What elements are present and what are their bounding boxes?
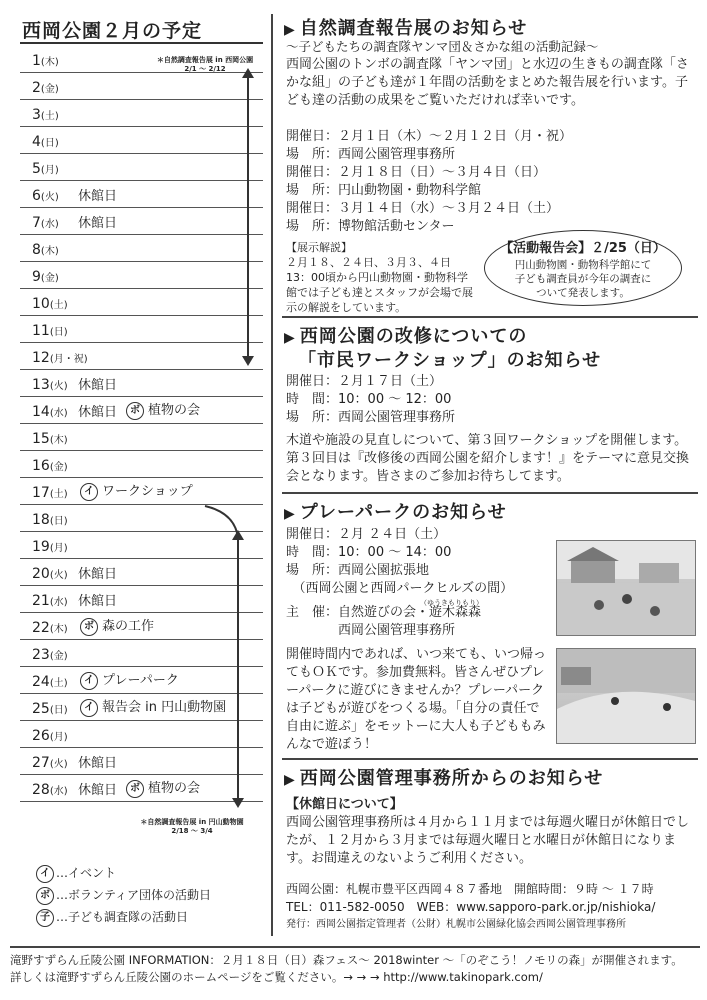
calendar-date: 21(水) (32, 593, 68, 609)
calendar-date: 24(土) (32, 674, 68, 690)
playpark-photo-1 (556, 540, 696, 636)
calendar-date: 15(木) (32, 431, 68, 447)
schedule-line: 開催日：２月１日（木）〜２月１２日（月・祝） (286, 129, 573, 144)
calendar-date: 19(月) (32, 539, 68, 555)
closed-day-label: 休館日 (78, 216, 118, 231)
sec4-body: 西岡公園管理事務所は４月から１１月までは毎週火曜日が休館日でしたが、１２月から３月までは毎週火曜日と水曜日が休館日になります。お間違えのないようご利用ください。 (286, 815, 690, 866)
closed-day-label: 休館日 (78, 756, 118, 771)
calendar-date: 9(金) (32, 269, 59, 285)
column-divider (271, 14, 273, 936)
calendar-row (20, 640, 263, 667)
calendar-date: 22(木) (32, 620, 68, 636)
calendar-row (20, 73, 263, 100)
calendar-row (20, 343, 263, 370)
legend-item: イ …イベント (34, 864, 116, 883)
schedule-line: 場 所：西岡公園管理事務所 (286, 410, 456, 425)
event-mark-icon: イ (80, 672, 98, 690)
calendar-row (20, 748, 263, 775)
calendar-date: 11(日) (32, 323, 68, 339)
schedule-line: 開催日：２月 ２４日（土） (286, 527, 447, 542)
sec4-title: ▶ 西岡公園管理事務所からのお知らせ (284, 768, 604, 789)
event-mark-icon: イ (80, 483, 98, 501)
calendar-date: 28(水) (32, 782, 68, 798)
calendar-date: 27(火) (32, 755, 68, 771)
schedule-line: 時 間：10：00 〜 14：00 (286, 545, 452, 560)
calendar-event: ボ 植物の会 (124, 777, 200, 798)
calendar-event: ボ 森の工作 (78, 615, 154, 636)
closed-day-label: 休館日 (78, 189, 118, 204)
calendar-row (20, 127, 263, 154)
sec1-exhibit: 【展示解説】 ２月１８、２４日、３月３、４日 13：00頃から円山動物園・動物科学館では子ども達とスタッフが会場で展示の解説をしています。 (286, 241, 473, 314)
legend-item: 子 …子ども調査隊の活動日 (34, 908, 188, 927)
schedule-line: 場 所：西岡公園拡張地 (286, 563, 430, 578)
schedule-line: 開催日：２月１７日（土） (286, 374, 443, 389)
calendar-date: 17(土) (32, 485, 68, 501)
exhibit-range-line-1 (247, 76, 249, 358)
sec3-schedule (286, 526, 556, 598)
calendar-row (20, 181, 263, 208)
closed-day-label: 休館日 (78, 378, 118, 393)
calendar-row (20, 451, 263, 478)
report-bubble: 【活動報告会】２/25（日） 円山動物園・動物科学館にて子ども調査員が今年の調査について発表します。 (484, 230, 682, 306)
section-divider (282, 492, 698, 494)
sec2-title: ▶ 西岡公園の改修についての (284, 326, 528, 347)
calendar-row (20, 370, 263, 397)
schedule-line: 場 所：西岡公園管理事務所 (286, 147, 456, 162)
calendar-row (20, 100, 263, 127)
calendar-row (20, 154, 263, 181)
calendar-date: 13(火) (32, 377, 68, 393)
calendar-date: 7(水) (32, 215, 59, 231)
playpark-photo-2 (556, 648, 696, 744)
sec3-ruby: （ゆうきもりもり） (420, 599, 483, 607)
legend-mark-icon: ボ (36, 887, 54, 905)
event-mark-icon: ボ (80, 618, 98, 636)
closed-day-label: 休館日 (78, 405, 118, 420)
event-mark-icon: ボ (126, 402, 144, 420)
calendar-date: 25(日) (32, 701, 68, 717)
sec2-title-2: 「市民ワークショップ」のお知らせ (298, 350, 602, 371)
legend-mark-icon: 子 (36, 909, 54, 927)
closed-day-label: 休館日 (78, 567, 118, 582)
sec1-subtitle: 〜子どもたちの調査隊ヤンマ団＆さかな組の活動記録〜 (286, 39, 599, 54)
calendar-date: 18(日) (32, 512, 68, 528)
closed-day-label: 休館日 (78, 783, 118, 798)
calendar-row (20, 559, 263, 586)
calendar-event: イ ワークショップ (78, 480, 193, 501)
calendar-date: 20(火) (32, 566, 68, 582)
calendar-row (20, 694, 263, 721)
calendar-row (20, 262, 263, 289)
calendar-date: 3(土) (32, 107, 59, 123)
sec2-schedule (286, 373, 696, 427)
calendar-title: 西岡公園２月の予定 (22, 20, 203, 42)
schedule-line: （西岡公園と西岡パークヒルズの間） (286, 581, 514, 596)
calendar-date: 23(金) (32, 647, 68, 663)
calendar-event: ボ 植物の会 (124, 399, 200, 420)
sec2-body: 木道や施設の見直しについて、第３回ワークショップを開催します。第３回目は『改修後の西岡公園を紹介します！』をテーマに意見交換会となります。皆さまのご参加お待ちしてます。 (286, 433, 690, 484)
curved-arrow-icon (195, 498, 255, 543)
calendar-date: 8(木) (32, 242, 59, 258)
calendar-row (20, 775, 263, 802)
section-divider (282, 316, 698, 318)
sec4-subtitle: 【休館日について】 (286, 797, 403, 812)
arrow-up-icon (242, 68, 254, 78)
calendar-row (20, 397, 263, 424)
calendar-date: 14(水) (32, 404, 68, 420)
section-divider (282, 758, 698, 760)
sec3-body: 開催時間内であれば、いつ来ても、いつ帰ってもＯＫです。参加費無料。皆さんぜひプレーパークに遊びにきませんか？プレーパークは子どもが遊びをつくる場。「自分の責任で自由に遊ぶ」をモットーに大人も子どももみんなで遊ぼう！ (286, 647, 547, 752)
calendar-date: 16(金) (32, 458, 68, 474)
calendar-top-note: ＊自然調査報告展 in 西岡公園 2/1 〜 2/12 (156, 56, 254, 73)
footer-info: 滝野すずらん丘陵公園 INFORMATION：２月１８日（日）森フェス〜 2018winter 〜「のぞこう！ノモリの森」が開催されます。 詳しくは滝野すずらん丘陵公園のホームページをご覧ください。→ → → http://www.takinopark.com/ (10, 946, 700, 986)
calendar-row (20, 316, 263, 343)
calendar-row (20, 586, 263, 613)
sec1-body: 西岡公園のトンボの調査隊「ヤンマ団」と水辺の生きもの調査隊「さかな組」の子ども達が１年間の活動をまとめた報告展を行います。子ども達の活動の成果をご覧いただければ幸いです。 (286, 57, 689, 108)
calendar-date: 10(土) (32, 296, 68, 312)
contact-info: 西岡公園：札幌市豊平区西岡４８７番地 開館時間：９時 〜 １７時 TEL：011-582-0050 WEB：www.sapporo-park.or.jp/nishioka/ 発行：西岡公園指定管理者（公財）札幌市公園緑化協会西岡公園管理事務所 (286, 882, 656, 930)
calendar-date: 1(木) (32, 53, 59, 69)
calendar-row (20, 667, 263, 694)
legend-item: ボ …ボランティア団体の活動日 (34, 886, 211, 905)
schedule-line: 開催日：３月１４日（水）〜３月２４日（土） (286, 201, 560, 216)
arrow-down-icon (242, 356, 254, 366)
sec1-schedule (286, 128, 696, 236)
schedule-line: 開催日：２月１８日（日）〜３月４日（日） (286, 165, 547, 180)
calendar-date: 2(金) (32, 80, 59, 96)
sec3-title: ▶ プレーパークのお知らせ (284, 502, 507, 523)
calendar-date: 4(日) (32, 134, 59, 150)
closed-day-label: 休館日 (78, 594, 118, 609)
event-mark-icon: ボ (126, 780, 144, 798)
sec3-host: 主 催：自然遊びの会・遊木森森 西岡公園管理事務所 (286, 605, 482, 638)
legend-mark-icon: イ (36, 865, 54, 883)
schedule-line: 場 所：博物館活動センター (286, 219, 455, 234)
calendar-date: 5(月) (32, 161, 59, 177)
calendar-row (20, 235, 263, 262)
arrow-down-icon (232, 798, 244, 808)
sec1-title: ▶ 自然調査報告展のお知らせ (284, 18, 528, 39)
calendar-row (20, 208, 263, 235)
schedule-line: 場 所：円山動物園・動物科学館 (286, 183, 482, 198)
calendar-date: 12(月・祝) (32, 350, 88, 366)
calendar-row (20, 613, 263, 640)
calendar-bottom-note: ＊自然調査報告展 in 円山動物園 2/18 〜 3/4 (140, 818, 244, 835)
calendar-date: 6(火) (32, 188, 59, 204)
calendar-date: 26(月) (32, 728, 68, 744)
calendar-row (20, 721, 263, 748)
calendar-row (20, 424, 263, 451)
calendar-event: イ プレーパーク (78, 669, 179, 690)
event-mark-icon: イ (80, 699, 98, 717)
calendar-event: イ 報告会 in 円山動物園 (78, 696, 226, 717)
exhibit-range-line-2 (237, 538, 239, 800)
schedule-line: 時 間：10：00 〜 12：00 (286, 392, 452, 407)
calendar-title-rule (20, 42, 263, 44)
calendar-row (20, 289, 263, 316)
